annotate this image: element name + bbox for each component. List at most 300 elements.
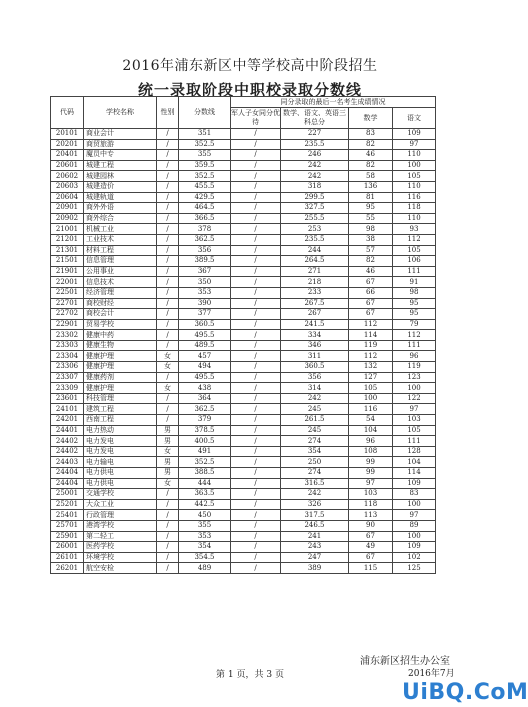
math-cell: 116: [349, 404, 393, 415]
table-row: [51, 520, 436, 531]
math-cell: 105: [349, 383, 393, 394]
chinese-cell: 93: [393, 224, 436, 235]
table-row: [51, 213, 436, 224]
math-cell: 67: [349, 298, 393, 309]
document-title: 2016年浦东新区中等学校高中阶段招生: [122, 58, 378, 74]
code-cell: 21501: [51, 256, 84, 267]
table-row: [51, 499, 436, 510]
gender-cell: /: [157, 552, 179, 563]
code-cell: 26201: [51, 563, 84, 574]
table-row: [51, 362, 436, 373]
score-cell: 457: [179, 351, 231, 362]
score-table: [50, 96, 436, 574]
watermark-logo: UiBQ.CoM: [402, 680, 528, 705]
gender-cell: /: [157, 340, 179, 351]
score-cell: 442.5: [179, 499, 231, 510]
priority-cell: /: [231, 531, 281, 542]
school-cell: 医药学校: [84, 542, 157, 553]
code-cell: 20604: [51, 192, 84, 203]
table-row: [51, 309, 436, 320]
gender-cell: /: [157, 234, 179, 245]
priority-cell: /: [231, 192, 281, 203]
chinese-cell: 105: [393, 245, 436, 256]
math-cell: 119: [349, 340, 393, 351]
priority-cell: /: [231, 139, 281, 150]
total-cell: 235.5: [281, 139, 349, 150]
chinese-cell: 95: [393, 309, 436, 320]
table-row: [51, 171, 436, 182]
code-cell: 24401: [51, 425, 84, 436]
code-cell: 26001: [51, 542, 84, 553]
chinese-cell: 96: [393, 351, 436, 362]
priority-cell: /: [231, 129, 281, 140]
code-cell: 20901: [51, 203, 84, 214]
score-cell: 363.5: [179, 489, 231, 500]
priority-cell: /: [231, 499, 281, 510]
gender-cell: /: [157, 266, 179, 277]
school-cell: 健康中药: [84, 330, 157, 341]
code-cell: 20201: [51, 139, 84, 150]
score-cell: 495.5: [179, 372, 231, 383]
total-cell: 334: [281, 330, 349, 341]
table-row: [51, 415, 436, 426]
math-cell: 58: [349, 171, 393, 182]
school-cell: 航空安检: [84, 563, 157, 574]
priority-cell: /: [231, 309, 281, 320]
school-cell: 信息技术: [84, 277, 157, 288]
priority-cell: /: [231, 404, 281, 415]
code-cell: 23304: [51, 351, 84, 362]
math-cell: 96: [349, 436, 393, 447]
math-cell: 66: [349, 287, 393, 298]
gender-cell: /: [157, 415, 179, 426]
chinese-cell: 111: [393, 266, 436, 277]
total-cell: 255.5: [281, 213, 349, 224]
score-cell: 366.5: [179, 213, 231, 224]
code-cell: 22701: [51, 298, 84, 309]
code-cell: 22001: [51, 277, 84, 288]
chinese-cell: 128: [393, 446, 436, 457]
priority-cell: /: [231, 489, 281, 500]
chinese-cell: 119: [393, 362, 436, 373]
code-cell: 23601: [51, 393, 84, 404]
code-cell: 24403: [51, 457, 84, 468]
school-cell: 健康护理: [84, 351, 157, 362]
table-row: [51, 287, 436, 298]
school-cell: 电力热动: [84, 425, 157, 436]
math-cell: 67: [349, 531, 393, 542]
code-cell: 25001: [51, 489, 84, 500]
total-cell: 244: [281, 245, 349, 256]
gender-cell: /: [157, 256, 179, 267]
priority-cell: /: [231, 181, 281, 192]
gender-cell: /: [157, 330, 179, 341]
total-cell: 356: [281, 372, 349, 383]
gender-cell: 女: [157, 362, 179, 373]
math-cell: 57: [349, 245, 393, 256]
priority-cell: /: [231, 245, 281, 256]
gender-cell: /: [157, 171, 179, 182]
code-cell: 24101: [51, 404, 84, 415]
chinese-cell: 102: [393, 552, 436, 563]
priority-cell: /: [231, 446, 281, 457]
chinese-cell: 103: [393, 415, 436, 426]
priority-cell: /: [231, 425, 281, 436]
gender-cell: /: [157, 520, 179, 531]
total-cell: 247: [281, 552, 349, 563]
school-cell: 城建造价: [84, 181, 157, 192]
chinese-cell: 95: [393, 298, 436, 309]
gender-cell: /: [157, 129, 179, 140]
table-row: [51, 298, 436, 309]
school-cell: 城建轨道: [84, 192, 157, 203]
table-row: [51, 203, 436, 214]
table-row: [51, 531, 436, 542]
chinese-cell: 112: [393, 330, 436, 341]
school-cell: 商外外语: [84, 203, 157, 214]
code-cell: 25401: [51, 510, 84, 521]
total-cell: 346: [281, 340, 349, 351]
gender-cell: /: [157, 489, 179, 500]
school-cell: 健康生物: [84, 340, 157, 351]
score-cell: 353: [179, 287, 231, 298]
score-cell: 354.5: [179, 552, 231, 563]
priority-cell: /: [231, 436, 281, 447]
total-cell: 326: [281, 499, 349, 510]
score-cell: 360.5: [179, 319, 231, 330]
gender-cell: /: [157, 287, 179, 298]
gender-cell: 男: [157, 425, 179, 436]
math-cell: 118: [349, 499, 393, 510]
score-cell: 353: [179, 531, 231, 542]
chinese-cell: 125: [393, 563, 436, 574]
school-cell: 健康护理: [84, 383, 157, 394]
code-cell: 20601: [51, 160, 84, 171]
priority-cell: /: [231, 351, 281, 362]
total-cell: 317.5: [281, 510, 349, 521]
math-cell: 67: [349, 277, 393, 288]
score-cell: 356: [179, 245, 231, 256]
table-row: [51, 266, 436, 277]
table-row: [51, 457, 436, 468]
header-chinese: 语文: [393, 108, 436, 129]
priority-cell: /: [231, 213, 281, 224]
code-cell: 23307: [51, 372, 84, 383]
score-cell: 359.5: [179, 160, 231, 171]
total-cell: 242: [281, 489, 349, 500]
chinese-cell: 97: [393, 510, 436, 521]
score-cell: 378.5: [179, 425, 231, 436]
total-cell: 311: [281, 351, 349, 362]
header-score: 分数线: [179, 97, 231, 129]
total-cell: 354: [281, 446, 349, 457]
total-cell: 241.5: [281, 319, 349, 330]
school-cell: 行政管理: [84, 510, 157, 521]
chinese-cell: 114: [393, 468, 436, 479]
score-cell: 350: [179, 277, 231, 288]
math-cell: 46: [349, 266, 393, 277]
chinese-cell: 79: [393, 319, 436, 330]
gender-cell: /: [157, 531, 179, 542]
score-cell: 400.5: [179, 436, 231, 447]
gender-cell: /: [157, 213, 179, 224]
chinese-cell: 97: [393, 404, 436, 415]
total-cell: 264.5: [281, 256, 349, 267]
gender-cell: /: [157, 224, 179, 235]
gender-cell: 女: [157, 446, 179, 457]
gender-cell: /: [157, 499, 179, 510]
gender-cell: /: [157, 563, 179, 574]
school-cell: 第二轻工: [84, 531, 157, 542]
school-cell: 商外综合: [84, 213, 157, 224]
chinese-cell: 111: [393, 340, 436, 351]
code-cell: 24201: [51, 415, 84, 426]
score-cell: 351: [179, 129, 231, 140]
table-row: [51, 542, 436, 553]
gender-cell: /: [157, 298, 179, 309]
school-cell: 工业技术: [84, 234, 157, 245]
score-cell: 455.5: [179, 181, 231, 192]
priority-cell: /: [231, 552, 281, 563]
school-cell: 健康药剂: [84, 372, 157, 383]
code-cell: 23303: [51, 340, 84, 351]
priority-cell: /: [231, 224, 281, 235]
priority-cell: /: [231, 542, 281, 553]
total-cell: 227: [281, 129, 349, 140]
chinese-cell: 106: [393, 256, 436, 267]
total-cell: 246: [281, 150, 349, 161]
score-cell: 378: [179, 224, 231, 235]
total-cell: 233: [281, 287, 349, 298]
math-cell: 81: [349, 192, 393, 203]
school-cell: 电力供电: [84, 468, 157, 479]
gender-cell: /: [157, 404, 179, 415]
chinese-cell: 100: [393, 499, 436, 510]
priority-cell: /: [231, 563, 281, 574]
school-cell: 大众工业: [84, 499, 157, 510]
score-cell: 377: [179, 309, 231, 320]
priority-cell: /: [231, 171, 281, 182]
score-cell: 390: [179, 298, 231, 309]
math-cell: 54: [349, 415, 393, 426]
score-cell: 489.5: [179, 340, 231, 351]
chinese-cell: 104: [393, 457, 436, 468]
gender-cell: /: [157, 245, 179, 256]
school-cell: 商校财经: [84, 298, 157, 309]
total-cell: 318: [281, 181, 349, 192]
code-cell: 23302: [51, 330, 84, 341]
school-cell: 交通学校: [84, 489, 157, 500]
school-cell: 经济管理: [84, 287, 157, 298]
table-row: [51, 489, 436, 500]
chinese-cell: 110: [393, 150, 436, 161]
table-row: [51, 372, 436, 383]
table-row: [51, 277, 436, 288]
code-cell: 22901: [51, 319, 84, 330]
table-row: [51, 192, 436, 203]
score-cell: 352.5: [179, 171, 231, 182]
code-cell: 24404: [51, 468, 84, 479]
code-cell: 21001: [51, 224, 84, 235]
chinese-cell: 109: [393, 542, 436, 553]
total-cell: 267: [281, 309, 349, 320]
score-cell: 388.5: [179, 468, 231, 479]
header-priority: 军人子女同分优待: [231, 108, 281, 129]
score-cell: 354: [179, 542, 231, 553]
priority-cell: /: [231, 319, 281, 330]
table-row: [51, 256, 436, 267]
code-cell: 21301: [51, 245, 84, 256]
total-cell: 250: [281, 457, 349, 468]
total-cell: 274: [281, 468, 349, 479]
school-cell: 建筑工程: [84, 404, 157, 415]
total-cell: 314: [281, 383, 349, 394]
table-row: [51, 510, 436, 521]
math-cell: 49: [349, 542, 393, 553]
table-row: [51, 436, 436, 447]
priority-cell: /: [231, 277, 281, 288]
table-row: [51, 224, 436, 235]
school-cell: 港湾学校: [84, 520, 157, 531]
gender-cell: 女: [157, 351, 179, 362]
chinese-cell: 116: [393, 192, 436, 203]
priority-cell: /: [231, 393, 281, 404]
school-cell: 城建工程: [84, 160, 157, 171]
priority-cell: /: [231, 478, 281, 489]
code-cell: 25201: [51, 499, 84, 510]
table-row: [51, 351, 436, 362]
chinese-cell: 89: [393, 520, 436, 531]
code-cell: 20902: [51, 213, 84, 224]
math-cell: 103: [349, 489, 393, 500]
total-cell: 241: [281, 531, 349, 542]
chinese-cell: 97: [393, 139, 436, 150]
priority-cell: /: [231, 372, 281, 383]
school-cell: 信息管理: [84, 256, 157, 267]
priority-cell: /: [231, 203, 281, 214]
header-code: 代码: [51, 97, 84, 129]
math-cell: 90: [349, 520, 393, 531]
school-cell: 机械工业: [84, 224, 157, 235]
math-cell: 127: [349, 372, 393, 383]
score-cell: 489: [179, 563, 231, 574]
priority-cell: /: [231, 160, 281, 171]
chinese-cell: 109: [393, 478, 436, 489]
code-cell: 23309: [51, 383, 84, 394]
school-cell: 商业会计: [84, 129, 157, 140]
table-row: [51, 160, 436, 171]
gender-cell: /: [157, 510, 179, 521]
math-cell: 136: [349, 181, 393, 192]
table-row: [51, 552, 436, 563]
code-cell: 25901: [51, 531, 84, 542]
school-cell: 魔员中专: [84, 150, 157, 161]
total-cell: 246.5: [281, 520, 349, 531]
table-row: [51, 330, 436, 341]
header-group: 同分录取的最后一名考生成绩情况: [231, 97, 436, 108]
code-cell: 26101: [51, 552, 84, 563]
priority-cell: /: [231, 468, 281, 479]
gender-cell: /: [157, 372, 179, 383]
math-cell: 82: [349, 160, 393, 171]
score-cell: 491: [179, 446, 231, 457]
header-gender: 性别: [157, 97, 179, 129]
chinese-cell: 109: [393, 129, 436, 140]
table-row: [51, 245, 436, 256]
total-cell: 242: [281, 171, 349, 182]
chinese-cell: 91: [393, 277, 436, 288]
score-cell: 367: [179, 266, 231, 277]
school-cell: 公用事业: [84, 266, 157, 277]
school-cell: 环境学校: [84, 552, 157, 563]
chinese-cell: 83: [393, 489, 436, 500]
table-row: [51, 446, 436, 457]
chinese-cell: 110: [393, 181, 436, 192]
table-row: [51, 425, 436, 436]
code-cell: 24404: [51, 478, 84, 489]
total-cell: 218: [281, 277, 349, 288]
math-cell: 99: [349, 457, 393, 468]
score-cell: 362.5: [179, 234, 231, 245]
school-cell: 电力输电: [84, 457, 157, 468]
school-cell: 科技管理: [84, 393, 157, 404]
table-row: [51, 478, 436, 489]
priority-cell: /: [231, 287, 281, 298]
math-cell: 112: [349, 319, 393, 330]
table-row: [51, 563, 436, 574]
score-cell: 464.5: [179, 203, 231, 214]
score-cell: 389.5: [179, 256, 231, 267]
math-cell: 112: [349, 351, 393, 362]
priority-cell: /: [231, 340, 281, 351]
table-row: [51, 340, 436, 351]
school-cell: 电力供电: [84, 478, 157, 489]
math-cell: 83: [349, 129, 393, 140]
total-cell: 242: [281, 393, 349, 404]
gender-cell: /: [157, 393, 179, 404]
table-row: [51, 404, 436, 415]
chinese-cell: 98: [393, 287, 436, 298]
school-cell: 贸易学校: [84, 319, 157, 330]
score-cell: 355: [179, 520, 231, 531]
code-cell: 21201: [51, 234, 84, 245]
page-number: 第 1 页，共 3 页: [216, 670, 284, 680]
gender-cell: 女: [157, 383, 179, 394]
code-cell: 20401: [51, 150, 84, 161]
math-cell: 46: [349, 150, 393, 161]
total-cell: 261.5: [281, 415, 349, 426]
total-cell: 245: [281, 425, 349, 436]
school-cell: 商贸旅游: [84, 139, 157, 150]
document-subtitle: 统一录取阶段中职校录取分数线: [137, 81, 362, 99]
score-cell: 352.5: [179, 457, 231, 468]
table-row: [51, 383, 436, 394]
chinese-cell: 112: [393, 234, 436, 245]
gender-cell: 男: [157, 468, 179, 479]
code-cell: 20101: [51, 129, 84, 140]
gender-cell: /: [157, 181, 179, 192]
math-cell: 99: [349, 468, 393, 479]
math-cell: 132: [349, 362, 393, 373]
gender-cell: /: [157, 150, 179, 161]
code-cell: 20602: [51, 171, 84, 182]
total-cell: 327.5: [281, 203, 349, 214]
total-cell: 389: [281, 563, 349, 574]
table-row: [51, 393, 436, 404]
chinese-cell: 118: [393, 203, 436, 214]
code-cell: 23306: [51, 362, 84, 373]
math-cell: 113: [349, 510, 393, 521]
